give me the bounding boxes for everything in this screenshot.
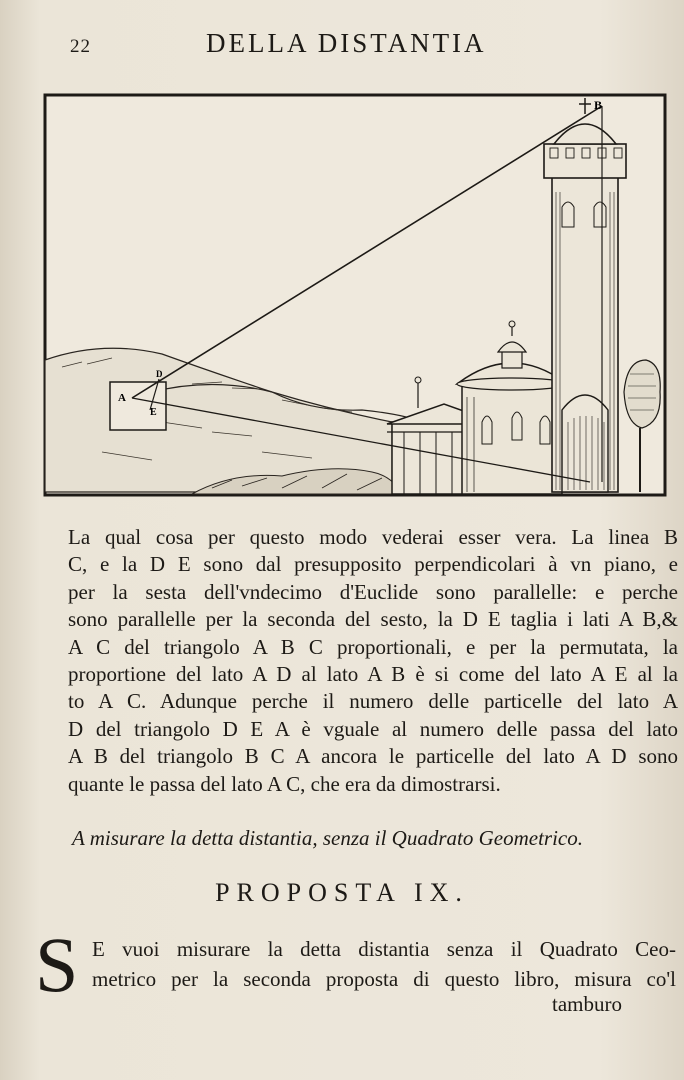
text-line: D del triangolo D E A è vguale al numero delle passa del lato: [68, 716, 678, 741]
label-B: B: [594, 98, 603, 112]
page-number: 22: [70, 36, 91, 57]
running-head: DELLA DISTANTIA: [206, 28, 487, 58]
text-line: La qual cosa per questo modo vederai esser vera. La linea B: [68, 525, 678, 549]
page-header: [0, 28, 684, 58]
text-line: A C del triangolo A B C proportionali, e per la permutata, la: [68, 634, 678, 659]
text-line: E vuoi misurare la detta distantia senza il Quadrato Ceo-: [92, 937, 676, 961]
catchword: tamburo: [552, 992, 622, 1016]
text-line: proportione del lato A D al lato A B è si come del lato A E al la: [68, 662, 678, 687]
woodcut-illustration: [42, 92, 668, 498]
proposition-heading: PROPOSTA IX.: [215, 878, 469, 907]
label-E: E: [150, 407, 157, 418]
paragraph-two: [92, 934, 676, 994]
drop-cap: S: [35, 921, 79, 1008]
woodcut-svg: [42, 92, 668, 498]
tower: [544, 98, 626, 492]
text-line: quante le passa del lato A C, che era da dimostrarsi.: [68, 771, 501, 796]
label-A: A: [118, 392, 126, 404]
section-subtitle: A misurare la detta distantia, senza il Quadrato Geometrico.: [72, 826, 583, 850]
text-line: to A C. Adunque perche il numero delle particelle del lato A: [68, 689, 678, 714]
text-line: A B del triangolo B C A ancora le particelle del lato A D sono: [68, 744, 678, 769]
text-line: C, e la D E sono dal presupposito perpendicolari à vn piano, e: [68, 552, 678, 577]
label-D: D: [156, 369, 163, 379]
text-line: sono parallelle per la seconda del sesto, la D E taglia i lati A B,&: [68, 607, 678, 632]
body-paragraph: [68, 524, 678, 798]
geometric-square: [110, 382, 166, 430]
text-line: metrico per la seconda proposta di questo libro, misura co'l: [92, 967, 676, 991]
text-line: per la sesta dell'vndecimo d'Euclide sono parallelle: e perche: [68, 579, 678, 604]
